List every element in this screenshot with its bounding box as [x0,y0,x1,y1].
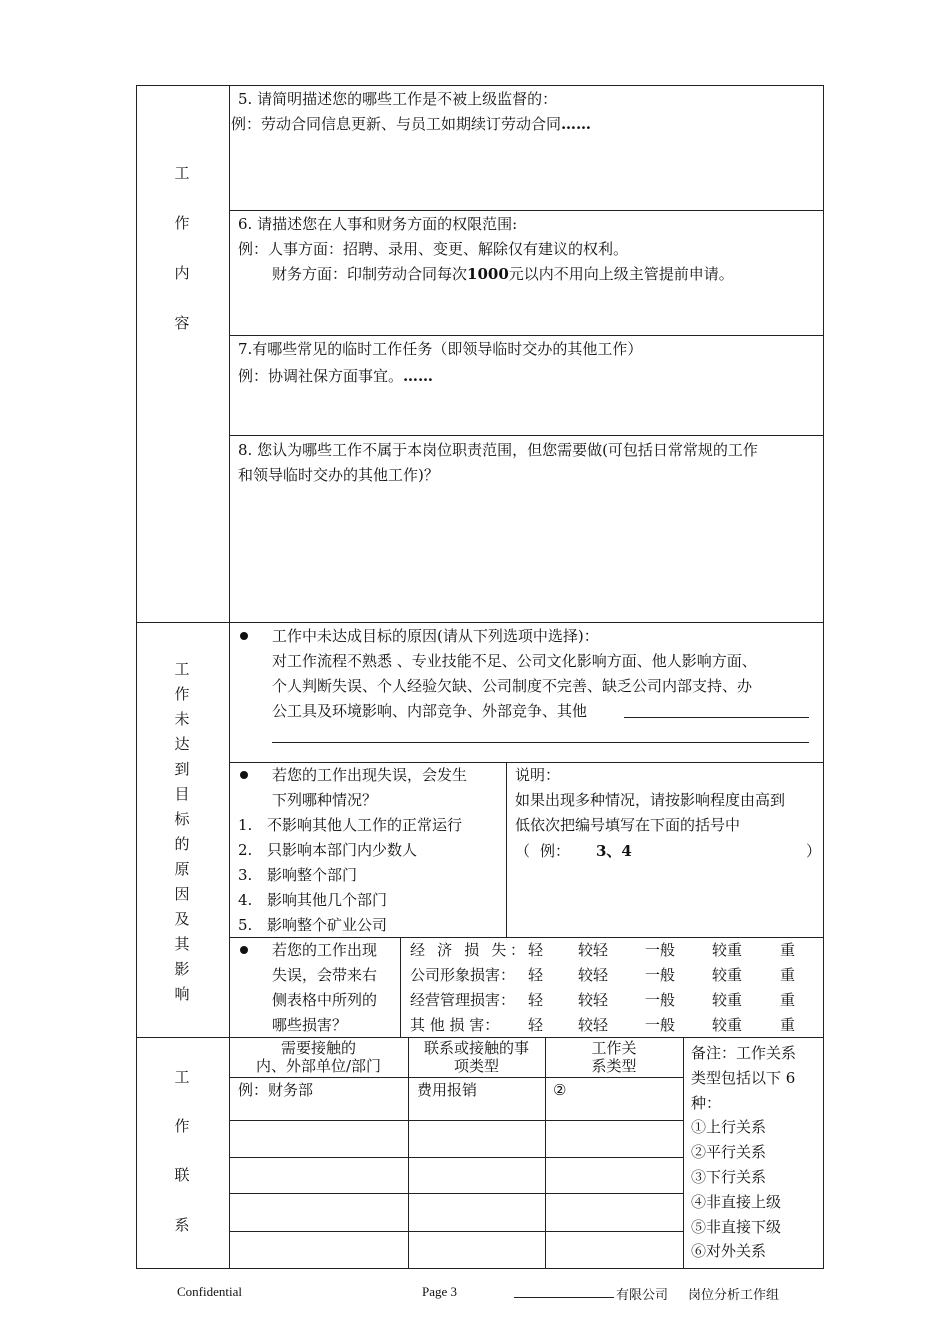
loss-level-option[interactable]: 重 [780,1016,796,1034]
question-8-line-2: 和领导临时交办的其他工作)？ [238,466,439,484]
note-line: ②平行关系 [691,1143,767,1161]
ellipsis: …… [561,115,592,133]
loss-level-option[interactable]: 较轻 [578,941,609,959]
section-char: 联 [174,1166,190,1184]
section-char: 工 [174,1068,190,1086]
rel-row-header [229,1077,683,1078]
question-7-example [238,366,433,386]
section-char: 未 [174,710,190,728]
note-line: ⑥对外关系 [691,1242,767,1260]
mistakes-question-line-1: 若您的工作出现失误，会发生 [272,766,468,784]
reasons-options-line-1: 对工作流程不熟悉 、专业技能不足、公司文化影响方面、他人影响方面、 [272,652,757,670]
section-char: 作 [174,214,190,232]
row-divider-q6 [229,335,823,336]
note-bracket-open: （ [515,842,531,860]
section-char: 达 [174,735,190,753]
note-line: ⑤非直接下级 [691,1218,782,1236]
mistake-option[interactable] [238,915,387,935]
question-8-line-1: 8. 您认为哪些工作不属于本岗位职责范围，但您需要做(可包括日常常规的工作 [238,441,758,459]
loss-row-label: 其 他 损 害： [410,1016,500,1034]
option-number: 3. [238,866,253,884]
note-line: 类型包括以下 6 [691,1069,796,1087]
section-char: 影 [174,960,190,978]
note-example-label: 例： [540,842,571,860]
option-text: 只影响本部门内少数人 [267,841,418,859]
relations-input-relation[interactable] [546,1121,683,1156]
finance-text-a: 财务方面：印制劳动合同每次 [272,265,468,283]
note-line: 种： [691,1094,722,1112]
section-char: 工 [174,164,190,182]
row-divider-q5 [229,210,823,211]
mistake-option[interactable] [238,890,387,910]
loss-row-label: 经 济 损 失： [410,941,525,959]
section-char: 其 [174,935,190,953]
section-char: 响 [174,985,190,1003]
loss-level-option[interactable]: 一般 [645,1016,676,1034]
loss-level-option[interactable]: 轻 [528,991,544,1009]
note-bracket-close: ） [806,842,822,860]
section-char: 原 [174,860,190,878]
footer-company-blank [514,1297,614,1298]
question-6-example-hr: 例：人事方面：招聘、录用、变更、解除仅有建议的权利。 [238,240,629,258]
row-divider-reasons [229,762,823,763]
example-text: 例：协调社保方面事宜。 [238,367,404,385]
bullet-icon [240,946,248,954]
bullet-icon [240,771,248,779]
note-line-2: 低依次把编号填写在下面的括号中 [515,816,741,834]
mistake-option[interactable] [238,865,357,885]
col-header-dept-line-1: 需要接触的 [280,1039,356,1057]
section-divider-failure [136,1037,824,1038]
table-border-top [136,85,824,86]
relations-input-dept[interactable] [230,1121,408,1156]
note-line-1: 如果出现多种情况，请按影响程度由高到 [515,791,786,809]
loss-level-option[interactable]: 一般 [645,966,676,984]
section-char: 内 [174,264,190,282]
mistake-option[interactable] [238,840,417,860]
ellipsis: …… [403,367,434,385]
option-number: 2. [238,841,253,859]
losses-question-line: 若您的工作出现 [272,941,378,959]
mistake-note-divider [506,762,507,937]
bullet-icon [240,632,248,640]
loss-level-option[interactable]: 轻 [528,1016,544,1034]
finance-amount: 1000 [467,265,509,283]
mistakes-question-line-2: 下列哪种情况？ [272,791,378,809]
loss-level-option[interactable]: 较轻 [578,991,609,1009]
option-text: 不影响其他人工作的正常运行 [267,816,463,834]
note-line: ④非直接上级 [691,1193,782,1211]
section-char: 到 [174,760,190,778]
footer-company: 有限公司 [616,1288,669,1303]
section-char: 的 [174,835,190,853]
losses-divider [400,937,401,1037]
label-column-divider [229,85,230,1268]
question-6-example-finance [272,264,734,284]
rel-row-4 [229,1231,683,1232]
loss-level-option[interactable]: 较轻 [578,966,609,984]
loss-level-option[interactable]: 一般 [645,991,676,1009]
row-divider-q7 [229,435,823,436]
example-text: 例：劳动合同信息更新、与员工如期续订劳动合同 [231,115,562,133]
note-line: ①上行关系 [691,1118,767,1136]
col-header-relation-line-2: 系类型 [591,1057,637,1075]
option-number: 4. [238,891,253,909]
loss-level-option[interactable]: 重 [780,941,796,959]
question-6-title: 6. 请描述您在人事和财务方面的权限范围: [238,215,518,233]
rel-row-3 [229,1193,683,1194]
loss-level-option[interactable]: 重 [780,991,796,1009]
reasons-options-line-3: 公工具及环境影响、内部竞争、外部竞争、其他 [272,702,588,720]
mistake-option[interactable] [238,815,462,835]
other-fill-line-2[interactable] [272,742,809,743]
section-char: 及 [174,910,190,928]
section-char: 目 [174,785,190,803]
loss-level-option[interactable]: 较重 [712,966,743,984]
loss-level-option[interactable]: 重 [780,966,796,984]
section-char: 因 [174,885,190,903]
option-number: 1. [238,816,253,834]
row-divider-mistakes [229,937,823,938]
rel-col-divider-3 [683,1037,684,1268]
note-line: 备注：工作关系 [691,1044,797,1062]
col-header-type-line-1: 联系或接触的事 [423,1039,529,1057]
loss-level-option[interactable]: 较重 [712,991,743,1009]
rel-row-2 [229,1157,683,1158]
note-example-values: 3、4 [596,842,632,860]
note-title: 说明： [515,766,561,784]
question-5-title: 5. 请简明描述您的哪些工作是不被上级监督的： [238,90,558,108]
footer-group: 岗位分析工作组 [688,1288,780,1303]
option-number: 5. [238,916,253,934]
footer-page-number: Page 3 [422,1284,458,1299]
section-char: 容 [174,314,190,332]
question-7-title: 7.有哪些常见的临时工作任务（即领导临时交办的其他工作） [238,340,643,358]
loss-level-option[interactable]: 较轻 [578,1016,609,1034]
section-char: 标 [174,810,190,828]
section-char: 作 [174,1117,190,1135]
section-char: 作 [174,685,190,703]
reasons-options-line-2: 个人判断失误、个人经验欠缺、公司制度不完善、缺乏公司内部支持、办 [272,677,753,695]
section-char: 系 [174,1216,190,1234]
losses-question-line: 侧表格中所列的 [272,991,378,1009]
note-line: ③下行关系 [691,1168,767,1186]
reasons-title: 工作中未达成目标的原因(请从下列选项中选择)： [272,627,599,645]
loss-level-option[interactable]: 较重 [712,1016,743,1034]
loss-level-option[interactable]: 一般 [645,941,676,959]
col-header-dept-line-2: 内、外部单位/部门 [255,1057,382,1075]
table-border-right [823,85,824,1268]
example-relation: ② [553,1081,567,1099]
col-header-type-line-2: 项类型 [453,1057,499,1075]
relations-input-type[interactable] [409,1121,545,1156]
loss-row-label: 经营管理损害： [410,991,516,1009]
loss-row-label: 公司形象损害： [410,966,516,984]
losses-question-line: 哪些损害？ [272,1016,348,1034]
col-header-relation-line-1: 工作关 [591,1039,637,1057]
section-char: 工 [174,660,190,678]
option-text: 影响整个部门 [267,866,358,884]
finance-text-b: 元以内不用向上级主管提前申请。 [508,265,734,283]
other-fill-line[interactable] [624,717,809,718]
loss-level-option[interactable]: 轻 [528,941,544,959]
option-text: 影响整个矿业公司 [267,916,388,934]
question-5-example [231,114,591,134]
example-dept: 例：财务部 [238,1081,314,1099]
table-border-bottom [136,1268,824,1269]
footer-confidential: Confidential [177,1284,242,1299]
option-text: 影响其他几个部门 [267,891,388,909]
losses-question-line: 失误，会带来右 [272,966,378,984]
example-type: 费用报销 [417,1081,478,1099]
loss-level-option[interactable]: 轻 [528,966,544,984]
section-divider-content [136,622,824,623]
loss-level-option[interactable]: 较重 [712,941,743,959]
